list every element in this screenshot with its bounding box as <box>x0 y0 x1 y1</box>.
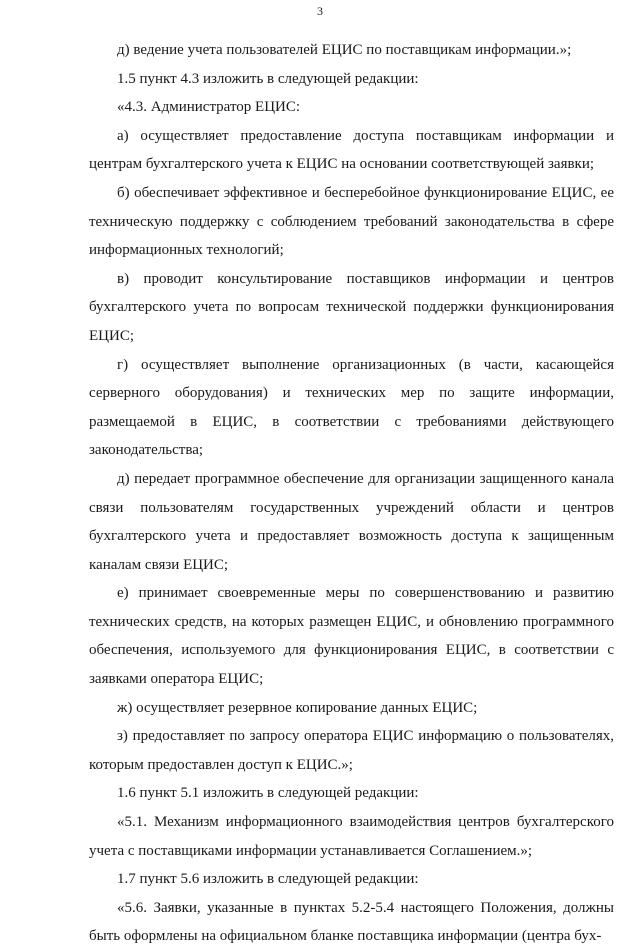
paragraph-4-3-b: б) обеспечивает эффективное и бесперебойное функционирование ЕЦИС, ее техническую поддержку с соблюдением требований законодательства в сфере информационных технологий; <box>89 184 614 259</box>
paragraph-4-3-g: г) осуществляет выполнение организационных (в части, касающейся серверного оборудования) и технических мер по защите информации, размещаемой в ЕЦИС, в соответствии с требованиями действующего законодательства; <box>89 356 614 459</box>
paragraph-4-3-v: в) проводит консультирование поставщиков информации и центров бухгалтерского учета по вопросам технической поддержки функционирования ЕЦИС; <box>89 270 614 344</box>
paragraph-4-3-heading: «4.3. Администратор ЕЦИС: <box>117 99 301 116</box>
paragraph-amend-4-3: 1.5 пункт 4.3 изложить в следующей редакции: <box>117 70 419 87</box>
paragraph-5-6: «5.6. Заявки, указанные в пунктах 5.2-5.4 настоящего Положения, должны быть оформлены на официальном бланке поставщика информации (центра бух- <box>89 899 614 945</box>
paragraph-5-1: «5.1. Механизм информационного взаимодействия центров бухгалтерского учета с поставщиками информации устанавливается Соглашением.»; <box>89 814 614 859</box>
paragraph-4-3-d: д) передает программное обеспечение для организации защищенного канала связи пользователям государственных учреждений области и центров бухгалтерского учета и предоставляет возможность доступа к защищенным каналам связи ЕЦИС; <box>89 470 614 573</box>
paragraph-amend-5-6: 1.7 пункт 5.6 изложить в следующей редакции: <box>117 871 419 888</box>
paragraph-4-3-a: а) осуществляет предоставление доступа поставщикам информации и центрам бухгалтерского учета к ЕЦИС на основании соответствующей заявки; <box>89 127 614 173</box>
paragraph-4-3-z: з) предоставляет по запросу оператора ЕЦИС информацию о пользователях, которым предоставлен доступ к ЕЦИС.»; <box>89 728 614 773</box>
paragraph-4-3-e: е) принимает своевременные меры по совершенствованию и развитию технических средств, на которых размещен ЕЦИС, и обновлению программного обеспечения, используемого для функционирования ЕЦИС, в соответствии с заявками оператора ЕЦИС; <box>89 585 614 688</box>
paragraph-d-users: д) ведение учета пользователей ЕЦИС по поставщикам информации.»; <box>117 42 572 58</box>
paragraph-amend-5-1: 1.6 пункт 5.1 изложить в следующей редакции: <box>117 785 419 802</box>
paragraph-4-3-zh: ж) осуществляет резервное копирование данных ЕЦИС; <box>117 699 478 716</box>
page-number: 3 <box>317 4 323 18</box>
document-body <box>89 36 614 951</box>
